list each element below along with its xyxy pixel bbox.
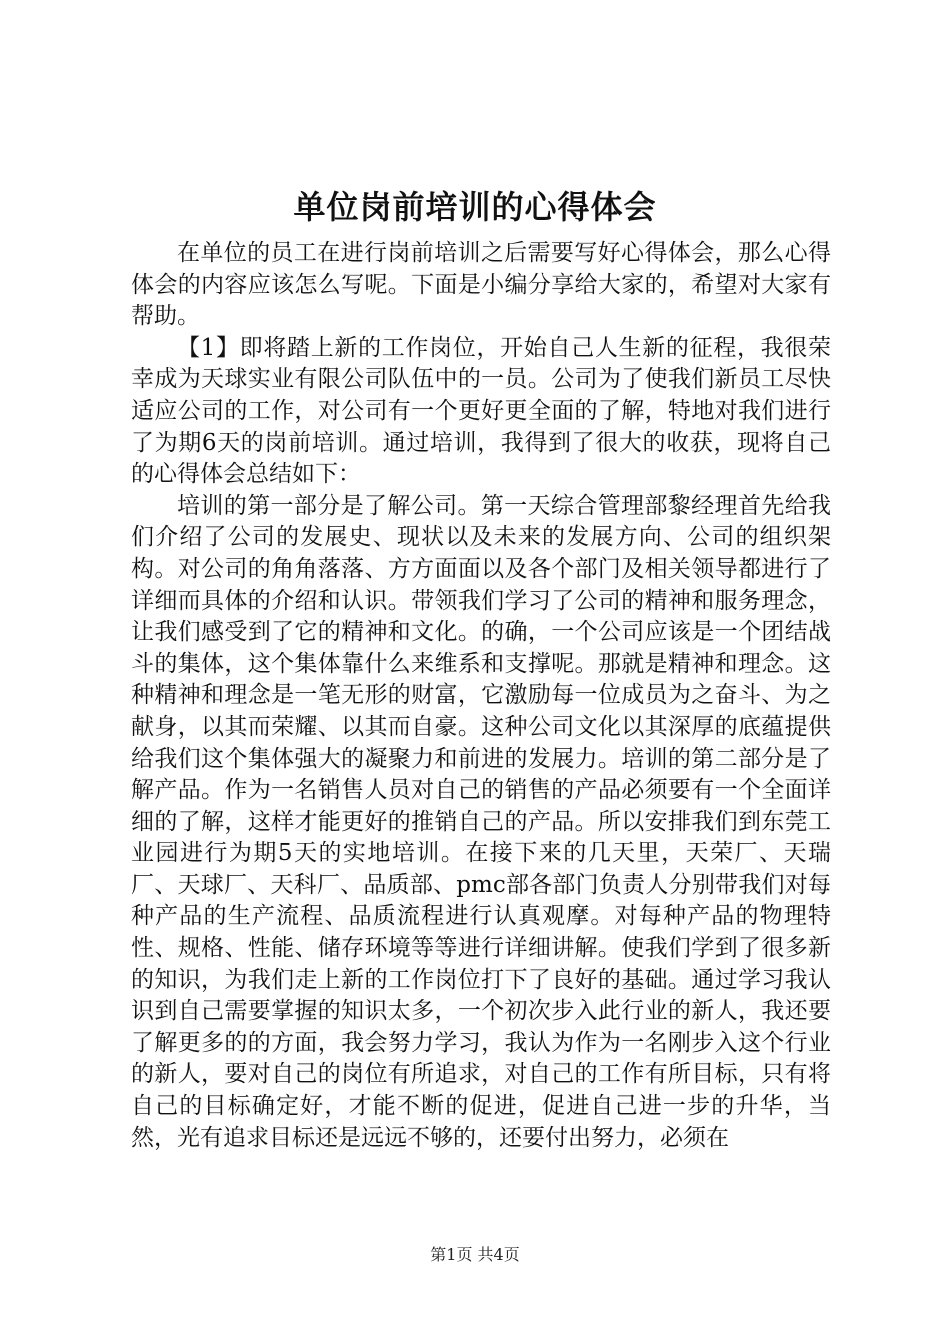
paragraph-intro: 在单位的员工在进行岗前培训之后需要写好心得体会，那么心得体会的内容应该怎么写呢。下面是小编分享给大家的，希望对大家有帮助。 (131, 240, 831, 330)
document-body (131, 238, 831, 1154)
page-number-footer: 第1页 共4页 (430, 1245, 520, 1264)
document-title: 单位岗前培训的心得体会 (293, 188, 657, 226)
paragraph-section-1: 【1】即将踏上新的工作岗位，开始自己人生新的征程，我很荣幸成为天球实业有限公司队伍中的一员。公司为了使我们新员工尽快适应公司的工作，对公司有一个更好更全面的了解，特地对我们进行了为期6天的岗前培训。通过培训，我得到了很大的收获，现将自己的心得体会总结如下： (131, 334, 831, 488)
paragraph-training-content: 培训的第一部分是了解公司。第一天综合管理部黎经理首先给我们介绍了公司的发展史、现状以及未来的发展方向、公司的组织架构。对公司的角角落落、方方面面以及各个部门及相关领导都进行了详细而具体的介绍和认识。带领我们学习了公司的精神和服务理念，让我们感受到了它的精神和文化。的确，一个公司应该是一个团结战斗的集体，这个集体靠什么来维系和支撑呢。那就是精神和理念。这种精神和理念是一笔无形的财富，它激励每一位成员为之奋斗、为之献身，以其而荣耀、以其而自豪。这种公司文化以其深厚的底蕴提供给我们这个集体强大的凝聚力和前进的发展力。培训的第二部分是了解产品。作为一名销售人员对自己的销售的产品必须要有一个全面详细的了解，这样才能更好的推销自己的产品。所以安排我们到东莞工业园进行为期5天的实地培训。在接下来的几天里，天荣厂、天瑞厂、天球厂、天科厂、品质部、pmc部各部门负责人分别带我们对每种产品的生产流程、品质流程进行认真观摩。对每种产品的物理特性、规格、性能、储存环境等等进行详细讲解。使我们学到了很多新的知识，为我们走上新的工作岗位打下了良好的基础。通过学习我认识到自己需要掌握的知识太多，一个初次步入此行业的新人，我还要了解更多的的方面，我会努力学习，我认为作为一名刚步入这个行业的新人，要对自己的岗位有所追求，对自己的工作有所目标，只有将自己的目标确定好，才能不断的促进，促进自己进一步的升华，当然，光有追求目标还是远远不够的，还要付出努力，必须在 (131, 492, 831, 1151)
